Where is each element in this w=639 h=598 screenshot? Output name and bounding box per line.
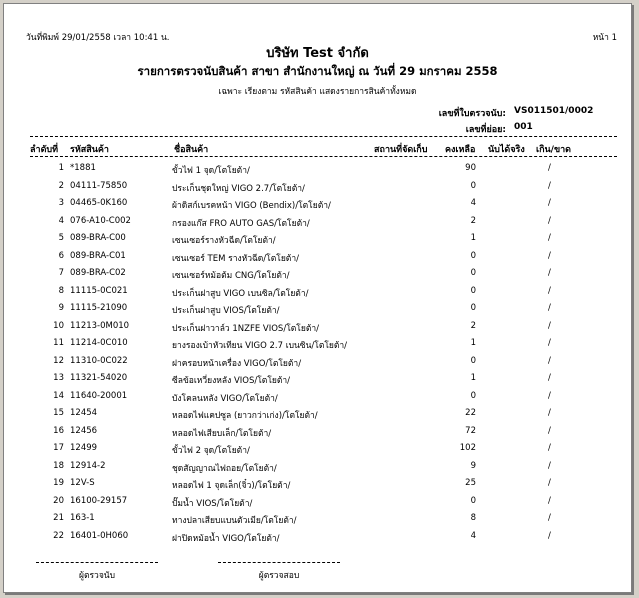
table-row — [4, 179, 631, 197]
row-seq: 13 — [53, 373, 64, 383]
row-name: หลอดไฟ 1 จุดเล็ก(จิ๋ว)/โตโยต้า/ — [172, 481, 291, 491]
row-diff-mark: / — [548, 180, 551, 191]
row-diff-mark: / — [548, 233, 551, 243]
row-diff-mark: / — [548, 495, 551, 506]
table-row — [4, 231, 631, 249]
row-seq: 14 — [53, 390, 64, 401]
row-remaining: 1 — [470, 233, 476, 243]
row-code: *1881 — [70, 163, 96, 173]
header-rule-bottom — [30, 156, 617, 157]
header-rule-top — [30, 136, 617, 137]
row-name: ประเก็นฝาสูบ VIGO เบนซิล/โตโยต้า/ — [172, 288, 309, 299]
row-remaining: 1 — [470, 338, 476, 348]
row-diff-mark: / — [548, 303, 551, 313]
row-seq: 9 — [58, 303, 64, 313]
row-diff-mark: / — [548, 163, 551, 173]
row-remaining: 22 — [465, 408, 476, 418]
row-code: 11115-0C021 — [70, 285, 128, 296]
row-diff-mark: / — [548, 215, 551, 226]
row-code: 16100-29157 — [70, 495, 128, 506]
row-code: 089-BRA-C02 — [70, 268, 126, 278]
row-remaining: 4 — [470, 198, 476, 208]
document-number-label: เลขที่ใบตรวจนับ: — [438, 109, 506, 119]
row-name: ฝาครอบหน้าเครื่อง VIGO/โตโยต้า/ — [172, 358, 302, 369]
row-name: บังโคลนหลัง VIGO/โตโยต้า/ — [172, 393, 278, 404]
row-diff-mark: / — [548, 460, 551, 471]
report-title: รายการตรวจนับสินค้า สาขา สำนักงานใหญ่ ณ วันที่ 29 มกราคม 2558 — [137, 64, 498, 78]
row-name: ทางปลาเสียบแบนตัวเมีย/โตโยต้า/ — [172, 516, 297, 526]
row-name: ชุดสัญญาณไฟถอย/โตโยต้า/ — [172, 463, 277, 474]
row-remaining: 2 — [470, 215, 476, 226]
table-row — [4, 336, 631, 354]
row-seq: 8 — [58, 285, 64, 296]
page-number: หน้า 1 — [592, 33, 617, 43]
row-code: 12914-2 — [70, 460, 106, 471]
row-remaining: 0 — [470, 250, 476, 261]
row-diff-mark: / — [548, 390, 551, 401]
report-subtitle: เฉพาะ เรียงตาม รหัสสินค้า แสดงรายการสินค้าทั้งหมด — [218, 87, 417, 97]
row-seq: 3 — [58, 198, 64, 208]
table-row — [4, 406, 631, 424]
row-name: หลอดไฟเสียบเล็ก/โตโยต้า/ — [172, 428, 272, 439]
row-remaining: 8 — [470, 513, 476, 523]
row-name: กรองแก๊ส FRO AUTO GAS/โตโยต้า/ — [172, 218, 310, 229]
document-number-value: VS011501/0002 — [514, 106, 594, 116]
table-row — [4, 476, 631, 494]
table-row — [4, 161, 631, 179]
table-row — [4, 459, 631, 477]
table-row — [4, 196, 631, 214]
table-row — [4, 529, 631, 547]
row-remaining: 0 — [470, 180, 476, 191]
row-seq: 17 — [53, 443, 64, 453]
row-name: ประเก็นฝาวาล์ว 1NZFE VIOS/โตโยต้า/ — [172, 323, 319, 334]
table-row — [4, 424, 631, 442]
row-remaining: 0 — [470, 303, 476, 313]
row-code: 11214-0C010 — [70, 338, 128, 348]
row-name: หลอดไฟแคปซูล (ยาวกว่าเก่ง)/โตโยต้า/ — [172, 411, 318, 421]
row-remaining: 2 — [470, 320, 476, 331]
report-page — [3, 3, 632, 593]
row-code: 089-BRA-C00 — [70, 233, 126, 243]
table-row — [4, 511, 631, 529]
row-remaining: 0 — [470, 355, 476, 366]
row-code: 089-BRA-C01 — [70, 250, 126, 261]
table-row — [4, 319, 631, 337]
row-seq: 12 — [53, 355, 64, 366]
row-diff-mark: / — [548, 355, 551, 366]
row-remaining: 0 — [470, 495, 476, 506]
row-name: ขั้วไฟ 1 จุด/โตโยต้า/ — [172, 166, 250, 176]
table-row — [4, 354, 631, 372]
row-diff-mark: / — [548, 285, 551, 296]
column-header-diff: เกิน/ขาด — [536, 145, 572, 155]
row-seq: 22 — [53, 530, 64, 541]
row-diff-mark: / — [548, 408, 551, 418]
row-code: 11310-0C022 — [70, 355, 128, 366]
row-code: 11321-54020 — [70, 373, 128, 383]
row-remaining: 0 — [470, 285, 476, 296]
row-seq: 1 — [58, 163, 64, 173]
row-seq: 7 — [58, 268, 64, 278]
row-code: 04465-0K160 — [70, 198, 128, 208]
row-name: ฝาปิดหม้อน้ำ VIGO/โตโยต้า/ — [172, 533, 280, 544]
row-remaining: 25 — [465, 478, 476, 488]
row-code: 12V-S — [70, 478, 95, 488]
row-seq: 19 — [53, 478, 64, 488]
row-seq: 20 — [53, 495, 64, 506]
row-diff-mark: / — [548, 338, 551, 348]
row-code: 076-A10-C002 — [70, 215, 131, 226]
row-seq: 15 — [53, 408, 64, 418]
row-seq: 11 — [53, 338, 64, 348]
row-remaining: 9 — [470, 460, 476, 471]
row-seq: 2 — [58, 180, 64, 191]
row-seq: 10 — [53, 320, 64, 331]
row-diff-mark: / — [548, 530, 551, 541]
row-code: 11640-20001 — [70, 390, 128, 401]
row-diff-mark: / — [548, 250, 551, 261]
table-row — [4, 214, 631, 232]
table-row — [4, 389, 631, 407]
row-remaining: 4 — [470, 530, 476, 541]
row-diff-mark: / — [548, 373, 551, 383]
table-row — [4, 249, 631, 267]
table-row — [4, 284, 631, 302]
row-diff-mark: / — [548, 320, 551, 331]
auditor-signature-line — [218, 562, 340, 563]
row-seq: 21 — [53, 513, 64, 523]
row-remaining: 72 — [465, 425, 476, 436]
table-row — [4, 301, 631, 319]
table-row — [4, 441, 631, 459]
auditor-label: ผู้ตรวจสอบ — [258, 571, 300, 581]
row-diff-mark: / — [548, 198, 551, 208]
row-code: 16401-0H060 — [70, 530, 129, 541]
row-name: ปั๊มน้ำ VIOS/โตโยต้า/ — [172, 498, 253, 509]
row-diff-mark: / — [548, 478, 551, 488]
row-seq: 16 — [53, 425, 64, 436]
column-header-seq: ลำดับที่ — [30, 145, 59, 155]
column-header-location: สถานที่จัดเก็บ — [374, 145, 428, 155]
print-date-time: วันที่พิมพ์ 29/01/2558 เวลา 10:41 น. — [26, 33, 170, 43]
sub-number-label: เลขที่ย่อย: — [465, 125, 506, 135]
column-header-remaining: คงเหลือ — [445, 145, 476, 155]
row-diff-mark: / — [548, 425, 551, 436]
column-header-code: รหัสสินค้า — [70, 145, 109, 155]
row-code: 04111-75850 — [70, 180, 128, 191]
row-remaining: 0 — [470, 390, 476, 401]
row-name: เซนเซอร์รางหัวฉีด/โตโยต้า/ — [172, 236, 276, 246]
row-remaining: 1 — [470, 373, 476, 383]
row-code: 163-1 — [70, 513, 95, 523]
row-seq: 4 — [58, 215, 64, 226]
row-remaining: 90 — [465, 163, 476, 173]
row-code: 12499 — [70, 443, 98, 453]
row-code: 12454 — [70, 408, 98, 418]
checker-signature-line — [36, 562, 158, 563]
row-seq: 5 — [58, 233, 64, 243]
row-remaining: 0 — [470, 268, 476, 278]
row-remaining: 102 — [459, 443, 476, 453]
checker-label: ผู้ตรวจนับ — [78, 571, 116, 581]
row-diff-mark: / — [548, 443, 551, 453]
column-header-name: ชื่อสินค้า — [174, 145, 209, 155]
table-row — [4, 266, 631, 284]
stock-count-table — [4, 161, 631, 546]
row-name: ขั้วไฟ 2 จุด/โตโยต้า/ — [172, 446, 250, 456]
row-seq: 18 — [53, 460, 64, 471]
row-name: ซีลข้อเหวี่ยงหลัง VIOS/โตโยต้า/ — [172, 376, 291, 386]
table-row — [4, 494, 631, 512]
row-name: ประเก็นฝาสูบ VIOS/โตโยต้า/ — [172, 306, 280, 316]
company-name: บริษัท Test จำกัด — [266, 46, 369, 61]
row-diff-mark: / — [548, 268, 551, 278]
row-name: ผ้าดิสก์เบรคหน้า VIGO (Bendix)/โตโยต้า/ — [172, 201, 331, 211]
row-code: 11213-0M010 — [70, 320, 130, 331]
row-name: เซนเซอร์หม้อต้ม CNG/โตโยต้า/ — [172, 271, 290, 281]
row-diff-mark: / — [548, 513, 551, 523]
row-code: 11115-21090 — [70, 303, 128, 313]
column-header-counted: นับได้จริง — [488, 145, 525, 155]
row-name: ประเก็นชุดใหญ่ VIGO 2.7/โตโยต้า/ — [172, 183, 305, 194]
row-name: เซนเซอร์ TEM รางหัวฉีด/โตโยต้า/ — [172, 253, 299, 264]
row-seq: 6 — [58, 250, 64, 261]
table-row — [4, 371, 631, 389]
sub-number-value: 001 — [514, 122, 533, 132]
row-code: 12456 — [70, 425, 98, 436]
row-name: ยางรองเบ้าหัวเทียน VIGO 2.7 เบนซิน/โตโยต้า/ — [172, 341, 348, 351]
